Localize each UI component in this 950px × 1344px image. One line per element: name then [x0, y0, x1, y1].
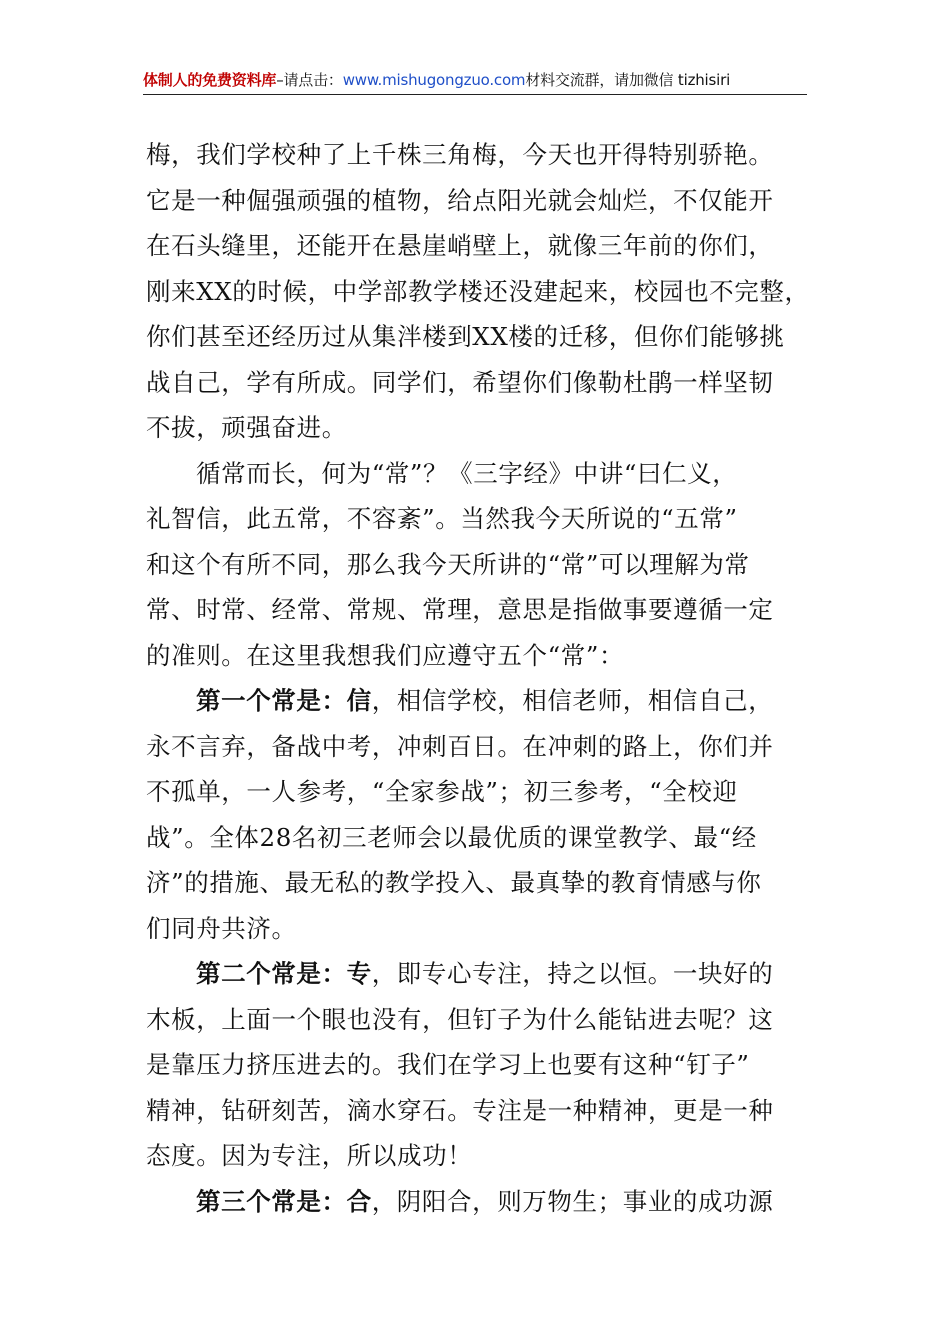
text-span: ，阴阳合，则万物生；事业的成功源 [371, 1186, 774, 1216]
text-line: 不拔，顽强奋进。 [146, 413, 347, 442]
text-line: 木板，上面一个眼也没有，但钉子为什么能钻进去呢？这 [146, 1004, 774, 1034]
text-span: ，即专心专注，持之以恒。一块好的 [371, 959, 774, 988]
text-line: 循常而长，何为“常”？《三字经》中讲“曰仁义， [196, 458, 738, 488]
text-line: 战”。全体28名初三老师会以最优质的课堂教学、最“经 [146, 822, 757, 852]
text-line: 的准则。在这里我想我们应遵守五个“常”： [146, 640, 625, 670]
text-line: 梅，我们学校种了上千株三角梅，今天也开得特别骄艳。 [146, 140, 774, 169]
text-line: 精神，钻研刻苦，滴水穿石。专注是一种精神，更是一种 [146, 1095, 774, 1125]
text-line: 常、时常、经常、常规、常理，意思是指做事要遵循一定 [146, 595, 774, 624]
paragraph-lead: 第一个常是：信 [196, 686, 372, 715]
text-line: 它是一种倔强顽强的植物，给点阳光就会灿烂，不仅能开 [146, 185, 774, 215]
text-line [146, 1179, 810, 1225]
paragraph-lead: 第三个常是：合 [196, 1186, 372, 1216]
text-line: 不孤单，一人参考，“全家参战”；初三参考，“全校迎 [146, 777, 738, 806]
text-line [146, 951, 810, 997]
text-line: 济”的措施、最无私的教学投入、最真挚的教育情感与你 [146, 868, 762, 897]
text-line: 刚来XX的时候，中学部教学楼还没建起来，校园也不完整， [146, 276, 810, 306]
text-line: 你们甚至还经历过从集泮楼到XX楼的迁移，但你们能够挑 [146, 322, 785, 351]
paragraph-lead: 第二个常是：专 [196, 959, 372, 988]
text-line: 战自己，学有所成。同学们，希望你们像勒杜鹃一样坚韧 [146, 367, 774, 397]
document-body [146, 132, 810, 1224]
text-line: 礼智信，此五常，不容紊”。当然我今天所说的“五常” [146, 504, 738, 533]
text-span: ，相信学校，相信老师，相信自己， [371, 686, 774, 715]
header-link[interactable]: www.mishugongzuo.com [342, 71, 526, 89]
text-line: 是靠压力挤压进去的。我们在学习上也要有这种“钉子” [146, 1050, 750, 1079]
paragraph-2 [146, 451, 810, 679]
text-line: 们同舟共济。 [146, 913, 297, 943]
header-banner [143, 66, 807, 95]
paragraph-4 [146, 951, 810, 1179]
text-line: 态度。因为专注，所以成功！ [146, 1141, 473, 1170]
text-line [146, 678, 810, 724]
header-group-note: 材料交流群，请加微信 tizhisiri [525, 71, 731, 89]
text-line: 和这个有所不同，那么我今天所讲的“常”可以理解为常 [146, 549, 750, 579]
paragraph-3 [146, 678, 810, 951]
header-prompt: –请点击： [276, 71, 343, 89]
text-line: 在石头缝里，还能开在悬崖峭壁上，就像三年前的你们， [146, 231, 774, 260]
text-line: 永不言弃，备战中考，冲刺百日。在冲刺的路上，你们并 [146, 731, 774, 761]
paragraph-1 [146, 132, 810, 451]
header-brand: 体制人的免费资料库 [143, 71, 277, 89]
paragraph-5 [146, 1179, 810, 1225]
